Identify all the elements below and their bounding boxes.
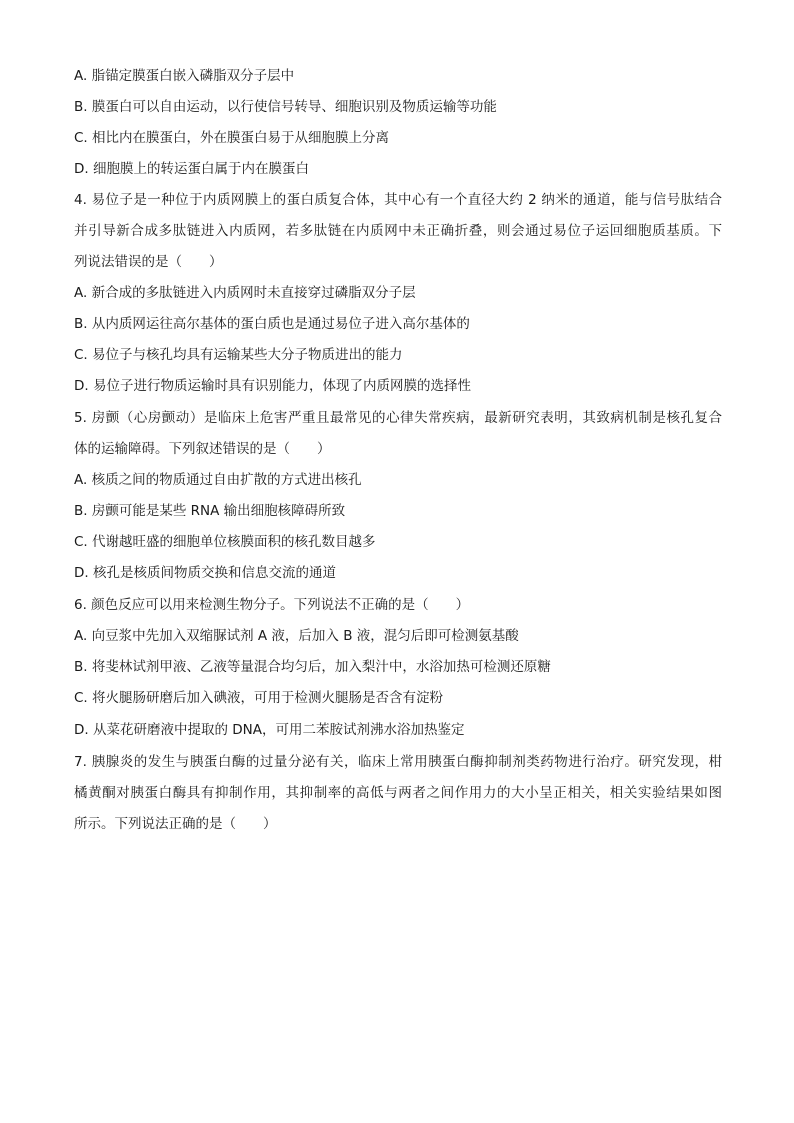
option-b-q4: B. 从内质网运往高尔基体的蛋白质也是通过易位子进入高尔基体的 — [74, 316, 470, 332]
option-b-q3: B. 膜蛋白可以自由运动，以行使信号转导、细胞识别及物质运输等功能 — [74, 99, 497, 115]
option-d-q4: D. 易位子进行物质运输时具有识别能力，体现了内质网膜的选择性 — [74, 378, 471, 394]
question-4-line-1: 4. 易位子是一种位于内质网膜上的蛋白质复合体，其中心有一个直径大约 2 纳米的通道，能与信号肽结合 — [74, 192, 722, 208]
option-a-q4: A. 新合成的多肽链进入内质网时未直接穿过磷脂双分子层 — [74, 285, 416, 301]
option-d-q3: D. 细胞膜上的转运蛋白属于内在膜蛋白 — [74, 161, 309, 177]
option-d-q5: D. 核孔是核质间物质交换和信息交流的通道 — [74, 565, 336, 581]
option-c-q3: C. 相比内在膜蛋白，外在膜蛋白易于从细胞膜上分离 — [74, 130, 390, 146]
option-b-q6: B. 将斐林试剂甲液、乙液等量混合均匀后，加入梨汁中，水浴加热可检测还原糖 — [74, 659, 551, 675]
option-a-q3: A. 脂锚定膜蛋白嵌入磷脂双分子层中 — [74, 68, 295, 84]
option-d-q6: D. 从菜花研磨液中提取的 DNA，可用二苯胺试剂沸水浴加热鉴定 — [74, 722, 465, 738]
option-a-q5: A. 核质之间的物质通过自由扩散的方式进出核孔 — [74, 472, 362, 488]
option-a-q6: A. 向豆浆中先加入双缩脲试剂 A 液，后加入 B 液，混匀后即可检测氨基酸 — [74, 628, 519, 644]
question-6-line-1: 6. 颜色反应可以用来检测生物分子。下列说法不正确的是（ ） — [74, 597, 470, 613]
question-4-line-3: 列说法错误的是（ ） — [74, 254, 223, 270]
question-5-line-1: 5. 房颤（心房颤动）是临床上危害严重且最常见的心律失常疾病，最新研究表明，其致病机制是核孔复合 — [74, 410, 722, 426]
question-4-line-2: 并引导新合成多肽链进入内质网，若多肽链在内质网中未正确折叠，则会通过易位子运回细胞质基质。下 — [74, 223, 722, 239]
question-5-line-2: 体的运输障碍。下列叙述错误的是（ ） — [74, 441, 331, 457]
option-c-q4: C. 易位子与核孔均具有运输某些大分子物质进出的能力 — [74, 347, 403, 363]
question-7-line-1: 7. 胰腺炎的发生与胰蛋白酶的过量分泌有关，临床上常用胰蛋白酶抑制剂类药物进行治疗。研究发现，柑 — [74, 754, 722, 770]
option-c-q6: C. 将火腿肠研磨后加入碘液，可用于检测火腿肠是否含有淀粉 — [74, 690, 444, 706]
option-c-q5: C. 代谢越旺盛的细胞单位核膜面积的核孔数目越多 — [74, 534, 376, 550]
question-7-line-2: 橘黄酮对胰蛋白酶具有抑制作用，其抑制率的高低与两者之间作用力的大小呈正相关，相关实验结果如图 — [74, 785, 722, 801]
question-7-line-3: 所示。下列说法正确的是（ ） — [74, 816, 277, 832]
option-b-q5: B. 房颤可能是某些 RNA 输出细胞核障碍所致 — [74, 503, 346, 519]
